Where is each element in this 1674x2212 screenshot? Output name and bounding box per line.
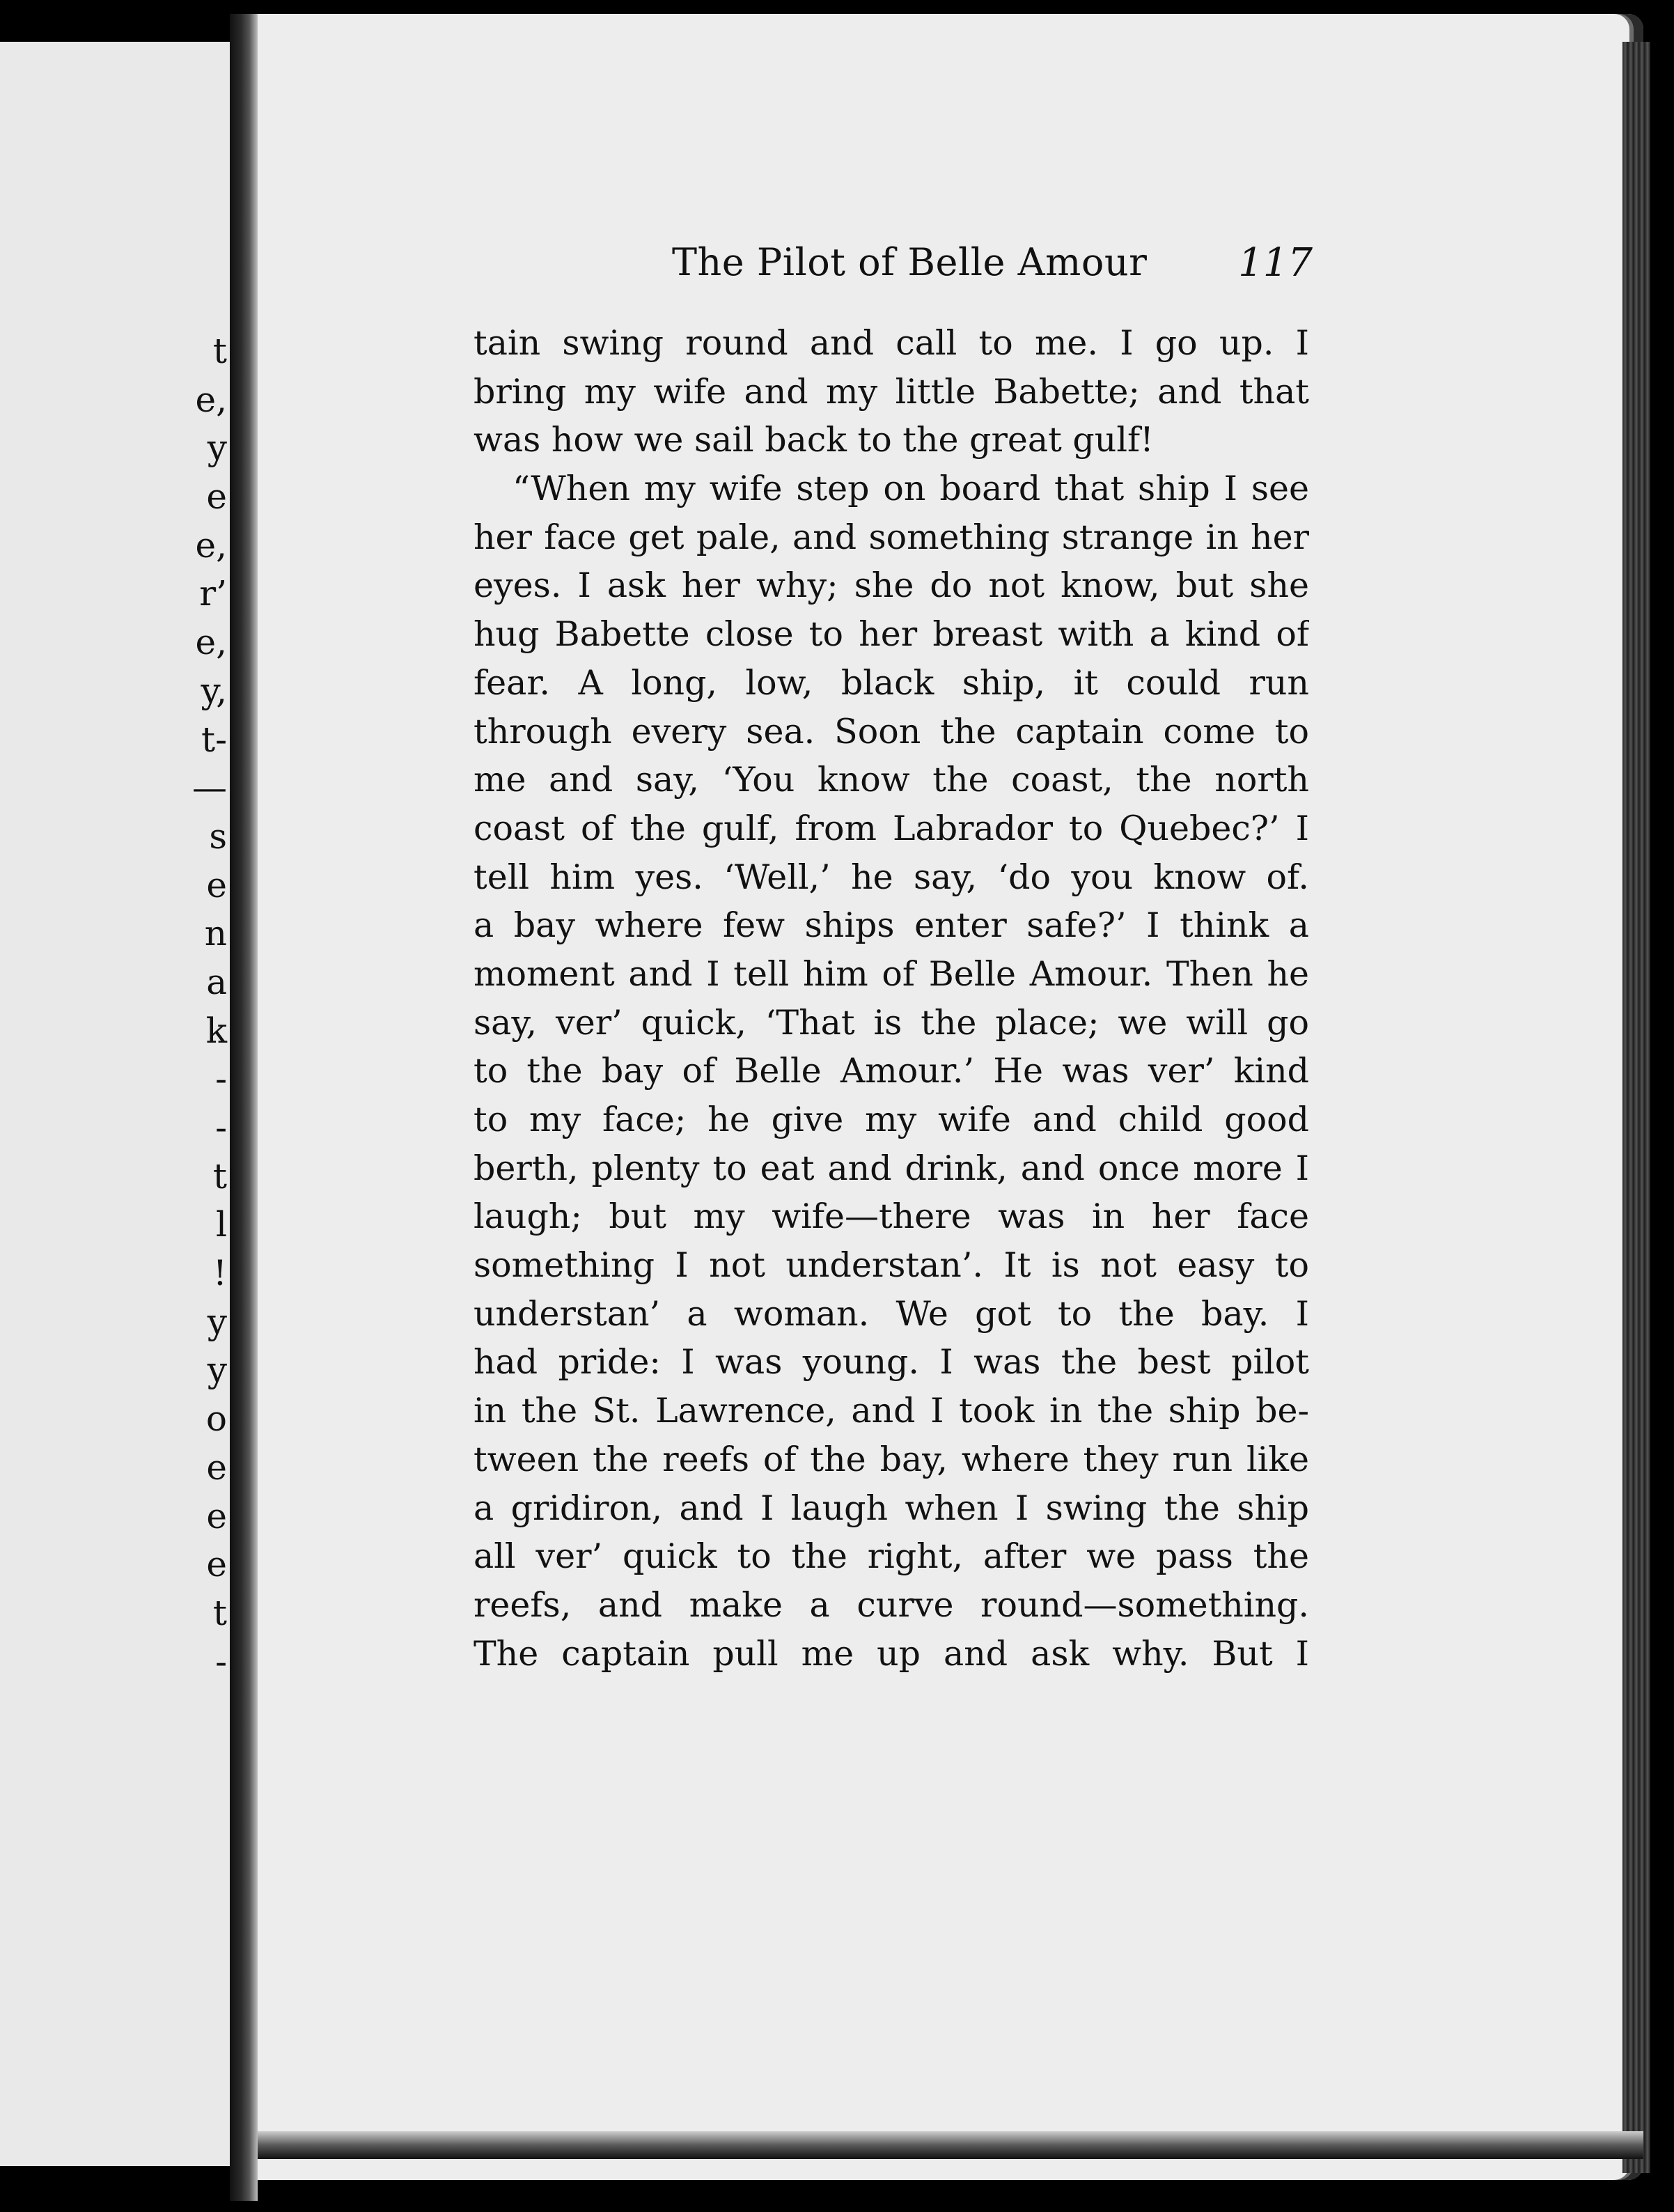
running-head	[672, 240, 1313, 296]
edge-fragment: e,	[195, 524, 227, 566]
text-line: hug Babette close to her breast with a kind of	[474, 614, 1309, 655]
edge-fragment: l	[216, 1204, 227, 1245]
book-gutter	[230, 14, 258, 2201]
text-line: a bay where few ships enter safe?’ I think a	[474, 905, 1309, 946]
edge-fragment: k	[205, 1010, 227, 1051]
text-line: through every sea. Soon the captain come to	[474, 711, 1309, 751]
edge-fragment: -	[215, 1059, 227, 1100]
text-line: was how we sail back to the great gulf!	[474, 420, 1154, 460]
edge-fragment: r’	[199, 573, 227, 614]
edge-fragment: y	[207, 1350, 227, 1391]
text-line: moment and I tell him of Belle Amour. Then he	[474, 953, 1309, 994]
text-line: all ver’ quick to the right, after we pass the	[474, 1536, 1309, 1577]
text-line: say, ver’ quick, ‘That is the place; we will go	[474, 1002, 1309, 1043]
text-line: The captain pull me up and ask why. But I	[474, 1633, 1309, 1674]
text-line: tween the reefs of the bay, where they run like	[474, 1439, 1309, 1479]
text-line: berth, plenty to eat and drink, and once more I	[474, 1148, 1309, 1188]
edge-fragment: e,	[195, 622, 227, 663]
text-line: in the St. Lawrence, and I took in the ship be-	[474, 1391, 1309, 1431]
edge-fragment: s	[209, 816, 227, 857]
text-line: understan’ a woman. We got to the bay. I	[474, 1293, 1309, 1334]
edge-fragment: !	[212, 1253, 227, 1294]
running-title: The Pilot of Belle Amour	[672, 240, 1148, 284]
edge-fragment: y,	[201, 670, 227, 711]
edge-fragment: t	[212, 331, 227, 371]
edge-fragment: o	[205, 1399, 227, 1440]
text-line: coast of the gulf, from Labrador to Quebec?’ I	[474, 808, 1309, 848]
edge-fragment: n	[204, 913, 227, 954]
facing-page-edge-fragments	[192, 327, 227, 1686]
page-bottom-edge	[258, 2131, 1643, 2159]
edge-fragment: -	[215, 1641, 227, 1682]
edge-fragment: e	[206, 476, 227, 517]
edge-fragment: y	[207, 1301, 227, 1342]
text-line: to the bay of Belle Amour.’ He was ver’ kind	[474, 1051, 1309, 1091]
text-line: bring my wife and my little Babette; and that	[474, 371, 1309, 412]
edge-fragment: a	[206, 961, 227, 1002]
text-line: fear. A long, low, black ship, it could run	[474, 662, 1309, 703]
text-line: reefs, and make a curve round—something.	[474, 1584, 1309, 1625]
text-line: “When my wife step on board that ship I see	[513, 469, 1309, 509]
page-stack-edge	[1622, 42, 1650, 2173]
edge-fragment: e	[206, 1447, 227, 1488]
edge-fragment: y	[207, 428, 227, 469]
text-line: her face get pale, and something strange in her	[474, 517, 1309, 557]
edge-fragment: t	[212, 1155, 227, 1197]
edge-fragment: t-	[201, 719, 227, 760]
edge-fragment: —	[192, 768, 227, 809]
edge-fragment: e	[206, 1544, 227, 1585]
text-line: had pride: I was young. I was the best pilot	[474, 1342, 1309, 1382]
edge-fragment: e	[206, 864, 227, 905]
text-line: to my face; he give my wife and child good	[474, 1100, 1309, 1139]
text-line: me and say, ‘You know the coast, the north	[474, 760, 1309, 800]
edge-fragment: e	[206, 1495, 227, 1536]
text-line: tell him yes. ‘Well,’ he say, ‘do you know of.	[474, 857, 1309, 897]
facing-page	[0, 42, 234, 2166]
body-text	[474, 319, 1309, 1678]
page-number: 117	[1238, 240, 1313, 286]
text-line: something I not understan’. It is not easy to	[474, 1245, 1309, 1286]
text-line: tain swing round and call to me. I go up. I	[474, 323, 1309, 363]
text-line: eyes. I ask her why; she do not know, but she	[474, 566, 1309, 606]
edge-fragment: e,	[195, 379, 227, 420]
edge-fragment: t	[212, 1592, 227, 1633]
edge-fragment: -	[215, 1107, 227, 1148]
text-line: a gridiron, and I laugh when I swing the ship	[474, 1488, 1309, 1528]
text-line: laugh; but my wife—there was in her face	[474, 1197, 1309, 1237]
